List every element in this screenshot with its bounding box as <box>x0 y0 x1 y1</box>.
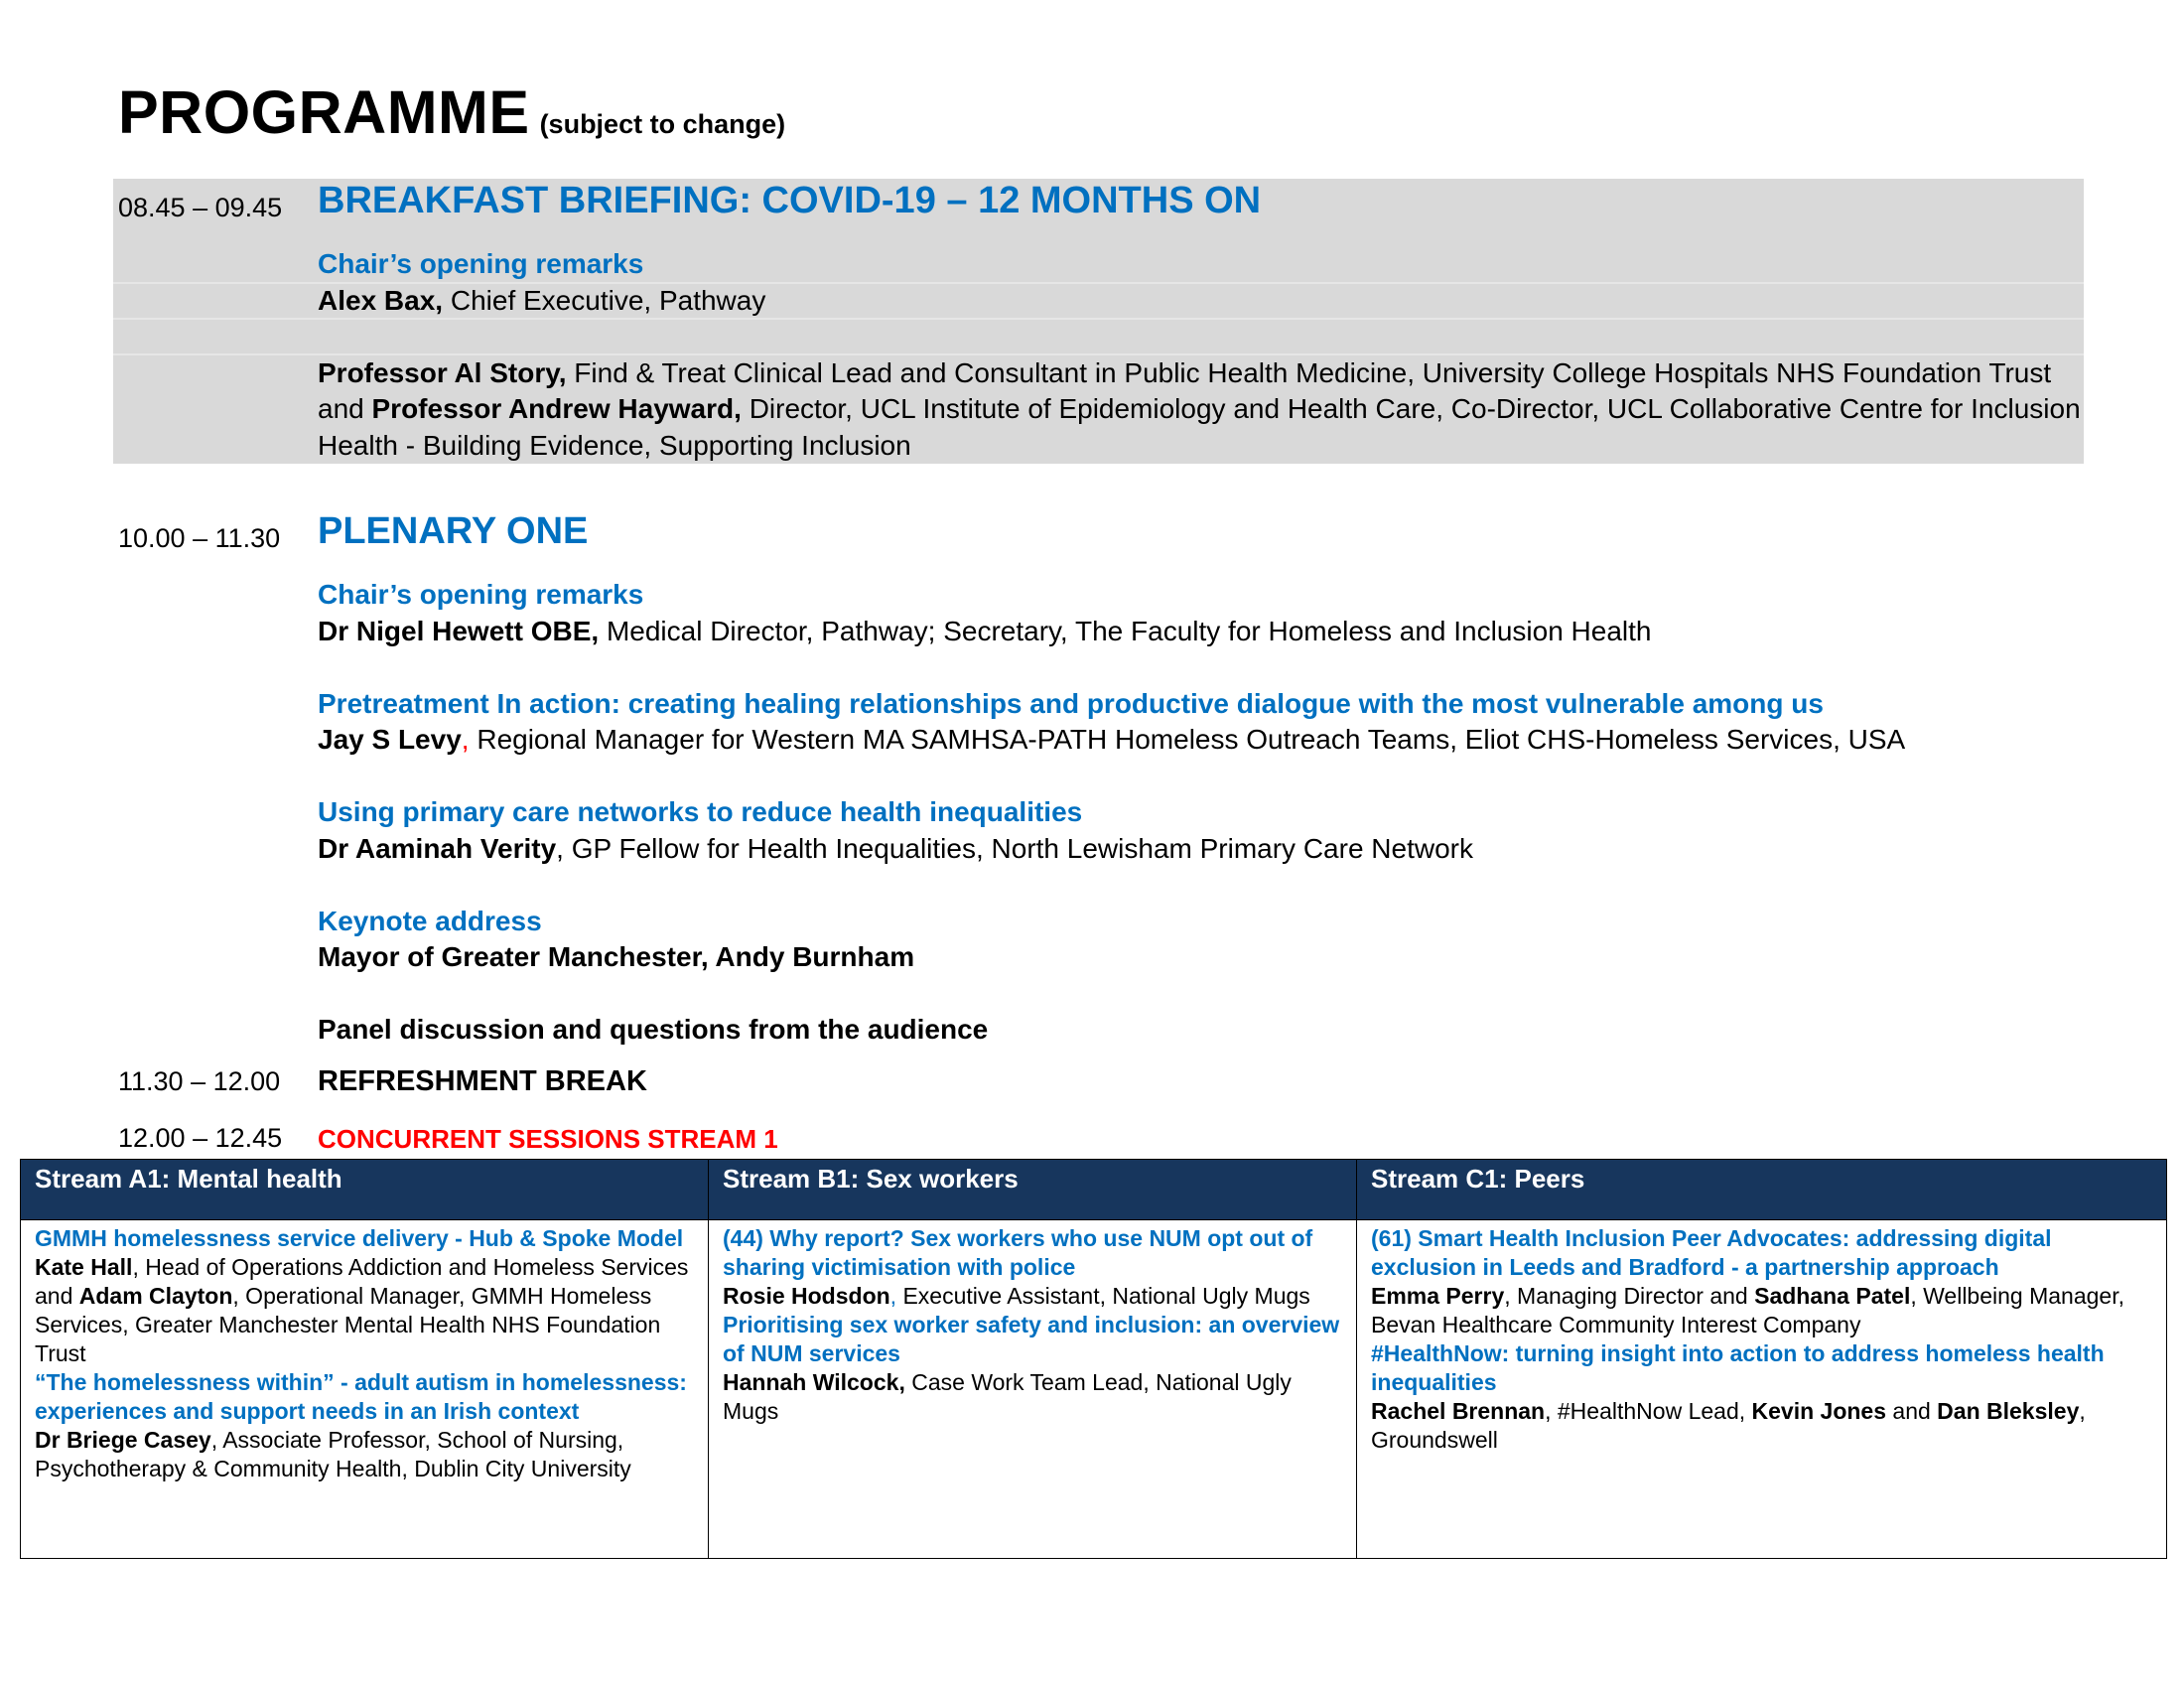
speaker-name: Alex Bax, <box>318 284 444 316</box>
speaker-line <box>723 1282 1342 1311</box>
speaker-line <box>35 1253 694 1368</box>
speaker-role: , GP Fellow for Health Inequalities, North Lewisham Primary Care Network <box>556 832 1473 864</box>
speaker-role: Find & Treat Clinical Lead and Consultant in Public Health Medicine, University College Hospitals NHS Foundation Trust and <box>318 356 2052 424</box>
speaker-name: Emma Perry <box>1371 1283 1505 1309</box>
speaker-role: , Associate Professor, School of Nursing, Psychotherapy & Community Health, Dublin City University <box>35 1427 631 1481</box>
item-title: Keynote address <box>318 905 542 936</box>
speaker-name: Sadhana Patel <box>1754 1283 1911 1309</box>
speaker-role: , Head of Operations Addiction and Homeless Services and <box>35 1254 689 1309</box>
speaker-role: Chief Executive, Pathway <box>443 284 766 316</box>
speaker-name: Hannah Wilcock, <box>723 1369 905 1395</box>
session-time: 08.45 – 09.45 <box>118 193 283 222</box>
table-header-row <box>21 1160 2167 1220</box>
panel-discussion: Panel discussion and questions from the audience <box>318 1014 989 1045</box>
item-title: Chair’s opening remarks <box>318 248 644 279</box>
speaker-role: , Groundswell <box>1371 1398 2086 1453</box>
speaker-role: , Managing Director and <box>1504 1283 1755 1309</box>
talk-title: Prioritising sex worker safety and inclusion: an overview of NUM services <box>723 1312 1340 1366</box>
item-title: Chair’s opening remarks <box>318 579 644 610</box>
streams-table <box>20 1159 2167 1559</box>
talk-title: #HealthNow: turning insight into action to address homeless health inequalities <box>1371 1340 2105 1395</box>
stream-cell-a1 <box>21 1220 709 1559</box>
page-heading <box>118 77 785 147</box>
speaker-line: Mayor of Greater Manchester, Andy Burnham <box>318 941 915 972</box>
speaker-name: Kate Hall <box>35 1254 133 1280</box>
stream-header: Stream B1: Sex workers <box>709 1160 1357 1220</box>
page-subtitle: (subject to change) <box>539 109 786 139</box>
speaker-role: Medical Director, Pathway; Secretary, The Faculty for Homeless and Inclusion Health <box>599 615 1652 646</box>
speaker-line <box>35 1426 694 1483</box>
stream-header: Stream C1: Peers <box>1357 1160 2167 1220</box>
page-title: PROGRAMME <box>118 78 530 146</box>
speaker-role: Case Work Team Lead, National Ugly Mugs <box>723 1369 1292 1424</box>
session-time: 10.00 – 11.30 <box>118 523 281 553</box>
speaker-line <box>318 722 2095 759</box>
session-time: 12.00 – 12.45 <box>118 1123 283 1153</box>
speaker-line <box>318 614 2095 650</box>
speaker-name: Kevin Jones <box>1751 1398 1887 1424</box>
speaker-role: and <box>1886 1398 1938 1424</box>
speaker-name: Professor Al Story, <box>318 356 567 388</box>
speaker-name: Rachel Brennan <box>1371 1398 1546 1424</box>
speaker-line <box>723 1368 1342 1426</box>
speaker-role: , #HealthNow Lead, <box>1545 1398 1752 1424</box>
session-title: BREAKFAST BRIEFING: COVID-19 – 12 MONTHS ON <box>318 180 1262 221</box>
speaker-name: Adam Clayton <box>78 1283 233 1309</box>
session-title: PLENARY ONE <box>318 510 589 552</box>
speaker-role: Executive Assistant, National Ugly Mugs <box>896 1283 1310 1309</box>
speaker-role: Regional Manager for Western MA SAMHSA-PATH Homeless Outreach Teams, Eliot CHS-Homeless Services, USA <box>469 724 1906 755</box>
talk-title: (61) Smart Health Inclusion Peer Advocates: addressing digital exclusion in Leeds and Bradford - a partnership approach <box>1371 1225 2052 1280</box>
talk-title: (44) Why report? Sex workers who use NUM opt out of sharing victimisation with police <box>723 1225 1313 1280</box>
item-title: Pretreatment In action: creating healing relationships and productive dialogue with the most vulnerable among us <box>318 687 1824 719</box>
stream-cell-b1 <box>709 1220 1357 1559</box>
session-title: CONCURRENT SESSIONS STREAM 1 <box>318 1124 778 1154</box>
talk-title: GMMH homelessness service delivery - Hub & Spoke Model <box>35 1225 684 1251</box>
speaker-name: Dan Bleksley <box>1937 1398 2080 1424</box>
speaker-name: Jay S Levy <box>318 724 462 755</box>
stream-cell-c1 <box>1357 1220 2167 1559</box>
speaker-line <box>1371 1282 2152 1339</box>
table-row <box>21 1220 2167 1559</box>
speaker-line <box>318 831 2095 868</box>
speaker-name: Dr Aaminah Verity <box>318 832 557 864</box>
speaker-name: Rosie Hodsdon <box>723 1283 890 1309</box>
speaker-role: , Operational Manager, GMMH Homeless Services, Greater Manchester Mental Health NHS Foundation Trust <box>35 1283 661 1366</box>
stream-header: Stream A1: Mental health <box>21 1160 709 1220</box>
session-content <box>318 509 2095 1049</box>
session-time: 11.30 – 12.00 <box>118 1066 281 1096</box>
speaker-line <box>318 283 2095 320</box>
speaker-name: Dr Nigel Hewett OBE, <box>318 615 600 646</box>
comma: , <box>889 1283 897 1309</box>
talk-title: “The homelessness within” - adult autism in homelessness: experiences and support needs in an Irish context <box>35 1369 687 1424</box>
session-content <box>318 179 2095 464</box>
speaker-role: , Wellbeing Manager, Bevan Healthcare Community Interest Company <box>1371 1283 2124 1337</box>
session-title: REFRESHMENT BREAK <box>318 1065 647 1097</box>
speaker-line <box>318 355 2095 465</box>
speaker-name: Dr Briege Casey <box>35 1427 211 1453</box>
speaker-line <box>1371 1397 2152 1455</box>
comma: , <box>461 724 470 755</box>
speaker-role: Director, UCL Institute of Epidemiology and Health Care, Co-Director, UCL Collaborative Centre for Inclusion Health - Building Evidence, Supporting Inclusion <box>318 393 2081 461</box>
item-title: Using primary care networks to reduce health inequalities <box>318 796 1083 827</box>
speaker-name: Professor Andrew Hayward, <box>371 393 742 424</box>
